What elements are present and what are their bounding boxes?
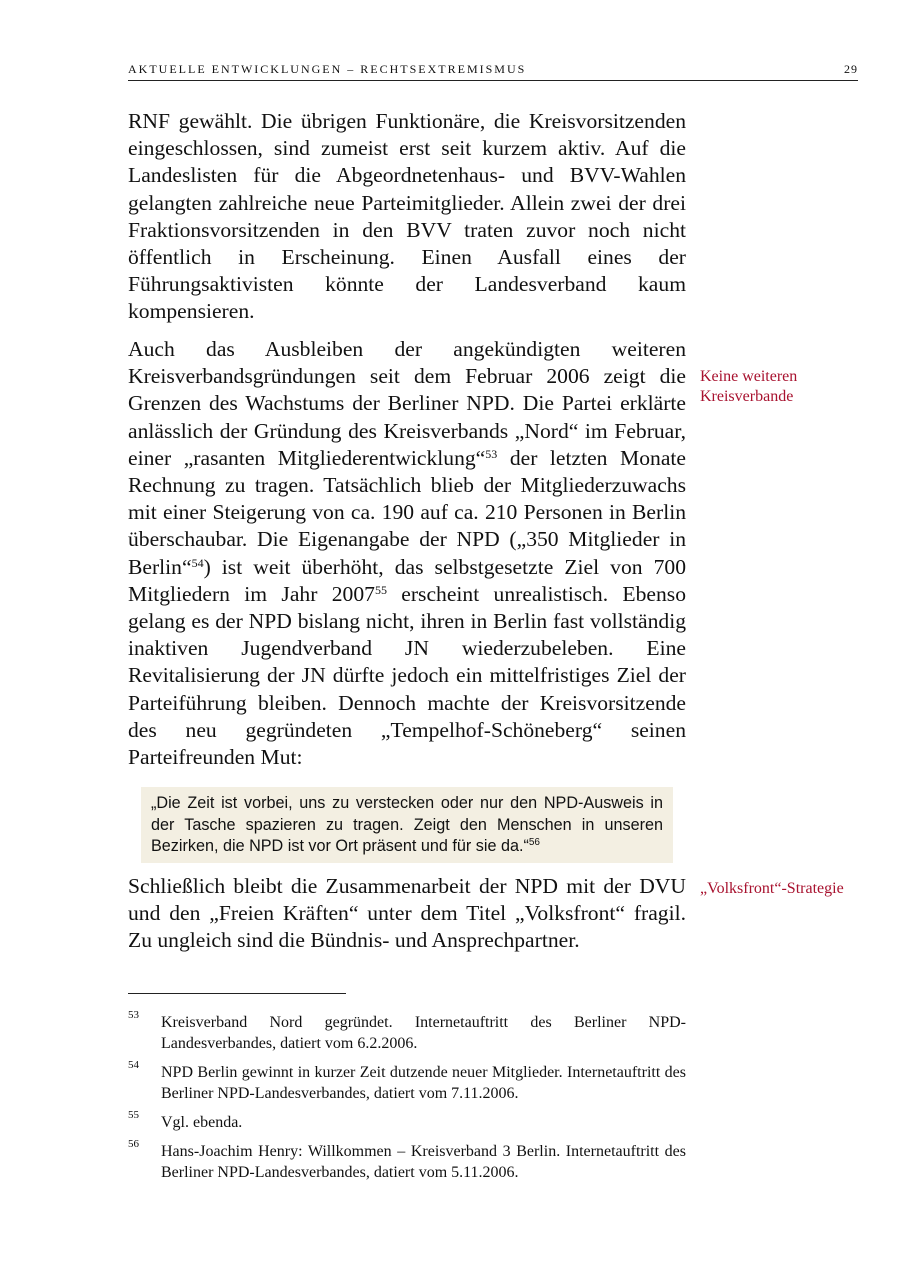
footnote-ref-53: 53 <box>485 446 498 461</box>
footnote-text: Hans-Joachim Henry: Willkommen – Kreisverband 3 Berlin. Internetauftritt des Berliner NPD-Landesverbandes, datiert vom 5.11.2006. <box>161 1143 686 1181</box>
footnote-55 <box>128 1109 686 1133</box>
paragraph-2 <box>128 336 686 771</box>
paragraph-2-part-a: Auch das Ausbleiben der angekündigten weiteren Kreisverbandsgründungen seit dem Februar 2006 zeigt die Grenzen des Wachstums der Berliner NPD. Die Partei erklärte anlässlich der Gründung des Kreisverbands „Nord“ im Februar, einer „rasanten Mitgliederentwicklung“ <box>128 337 686 470</box>
paragraph-2-part-c: ) ist weit überhöht, das selbstgesetzte Ziel von 700 Mitgliedern im Jahr 2007 <box>128 554 686 606</box>
paragraph-2-part-d: erscheint unrealistisch. Ebenso gelang es der NPD bislang nicht, ihren in Berlin fast vollständig inaktiven Jugendverband JN wiederzubeleben. Eine Revitalisierung der JN dürfte jedoch ein mittelfristiges Ziel der Parteiführung bleiben. Dennoch machte der Kreisvorsitzende des neu gegründeten „Tempelhof-Schöneberg“ seinen Parteifreunden Mut: <box>128 581 686 770</box>
footnote-ref-55: 55 <box>374 582 387 597</box>
footnote-56 <box>128 1138 686 1183</box>
footnote-divider <box>128 993 346 994</box>
footnote-text: Kreisverband Nord gegründet. Internetauftritt des Berliner NPD-Landesverbandes, datiert vom 6.2.2006. <box>161 1014 686 1052</box>
quote-body: „Die Zeit ist vorbei, uns zu verstecken oder nur den NPD-Ausweis in der Tasche spazieren zu tragen. Zeigt den Menschen in unseren Bezirken, die NPD ist vor Ort präsent und für sie da.“ <box>151 794 663 855</box>
header-title: AKTUELLE ENTWICKLUNGEN – RECHTSEXTREMISMUS <box>128 62 527 76</box>
footnote-text: Vgl. ebenda. <box>161 1114 243 1131</box>
paragraph-3: Schließlich bleibt die Zusammenarbeit der NPD mit der DVU und den „Freien Kräften“ unter dem Titel „Volksfront“ fragil. Zu ungleich sind die Bündnis- und Ansprechpartner. <box>128 874 686 953</box>
quote-text <box>151 787 663 858</box>
footnote-number: 56 <box>128 1138 139 1150</box>
margin-note-volksfront: „Volksfront“-Strategie <box>700 880 844 897</box>
running-header <box>128 62 858 81</box>
footnote-number: 55 <box>128 1109 139 1121</box>
paragraph-2-part-b: der letzten Monate Rechnung zu tragen. Tatsächlich blieb der Mitgliederzuwachs mit einer Steigerung von ca. 190 auf ca. 210 Personen in Berlin überschaubar. Die Eigenangabe der NPD („350 Mitglieder in Berlin“ <box>128 445 686 579</box>
footnotes <box>128 1009 686 1191</box>
page-number: 29 <box>844 62 858 76</box>
footnote-number: 53 <box>128 1009 139 1021</box>
footnote-number: 54 <box>128 1059 139 1071</box>
paragraph-1: RNF gewählt. Die übrigen Funktionäre, die Kreisvorsitzenden eingeschlossen, sind zumeist erst seit kurzem aktiv. Auf die Landeslisten für die Abgeordnetenhaus- und BVV-Wahlen gelangten zahlreiche neue Parteimitglieder. Allein zwei der drei Fraktionsvorsitzenden in den BVV traten zuvor noch nicht öffentlich in Erscheinung. Einen Ausfall eines der Führungsaktivisten könnte der Landesverband kaum kompensieren. <box>128 109 686 324</box>
footnote-text: NPD Berlin gewinnt in kurzer Zeit dutzende neuer Mitglieder. Internetauftritt des Berliner NPD-Landesverbandes, datiert vom 7.11.2006. <box>161 1064 686 1102</box>
footnote-ref-56: 56 <box>528 837 540 848</box>
margin-note-kreisverbande: Keine weiteren Kreisverbande <box>700 368 798 405</box>
quote-box <box>141 787 673 863</box>
footnote-ref-54: 54 <box>191 555 204 570</box>
footnote-54 <box>128 1059 686 1104</box>
footnote-53 <box>128 1009 686 1054</box>
